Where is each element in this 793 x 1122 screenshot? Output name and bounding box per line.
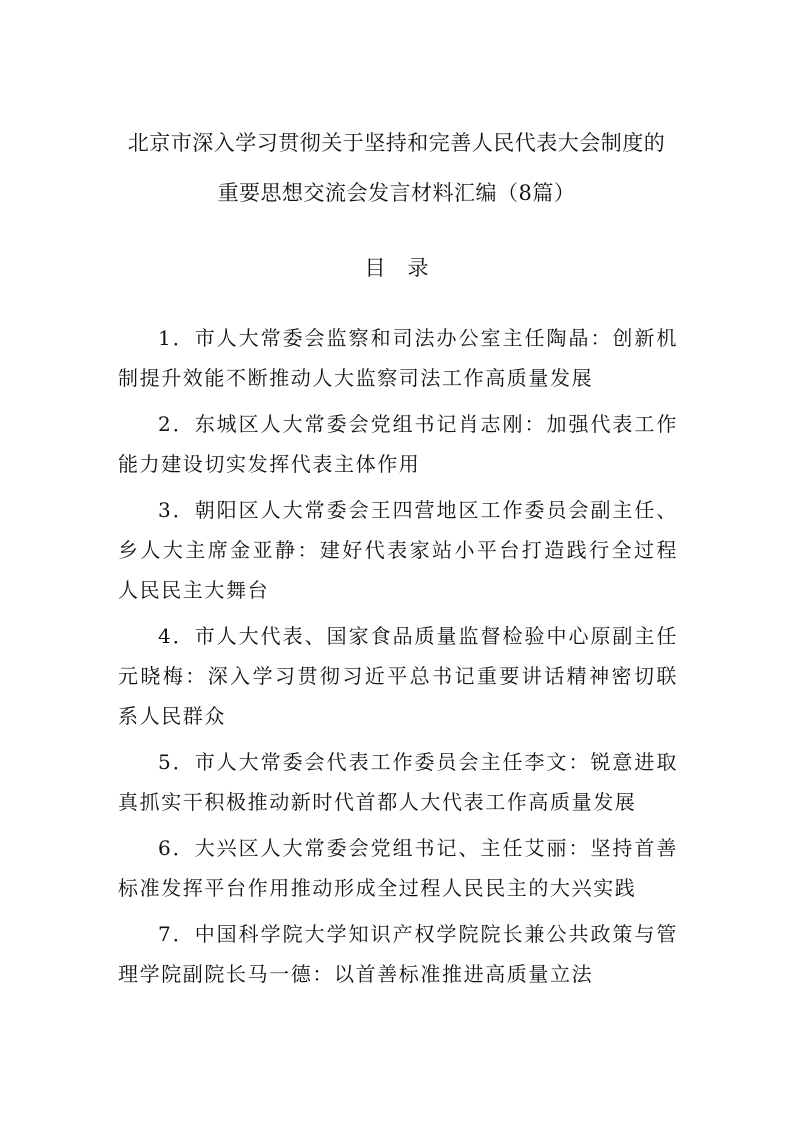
document-title-line-1: 北京市深入学习贯彻关于坚持和完善人民代表大会制度的: [127, 131, 666, 155]
toc-heading: [0, 253, 793, 283]
toc-item-3: 3．朝阳区人大常委会王四营地区工作委员会副主任、乡人大主席金亚静：建好代表家站小平台打造践行全过程人民民主大舞台: [118, 498, 678, 602]
toc-heading-char-2: 录: [407, 256, 429, 280]
toc-item-4: 4．市人大代表、国家食品质量监督检验中心原副主任元晓梅：深入学习贯彻习近平总书记重要讲话精神密切联系人民群众: [118, 624, 678, 728]
toc-item-2: 2．东城区人大常委会党组书记肖志刚：加强代表工作能力建设切实发挥代表主体作用: [118, 412, 678, 476]
toc-item-5: 5．市人大常委会代表工作委员会主任李文：锐意进取真抓实干积极推动新时代首都人大代表工作高质量发展: [118, 750, 678, 814]
document-title-line-2: 重要思想交流会发言材料汇编（8篇）: [217, 181, 576, 205]
toc-list: [118, 318, 678, 1000]
toc-heading-char-1: 目: [364, 256, 386, 280]
toc-item-6: 6．大兴区人大常委会党组书记、主任艾丽：坚持首善标准发挥平台作用推动形成全过程人民民主的大兴实践: [118, 836, 678, 900]
toc-item-7: 7．中国科学院大学知识产权学院院长兼公共政策与管理学院副院长马一德：以首善标准推进高质量立法: [118, 922, 678, 986]
toc-item-1: 1．市人大常委会监察和司法办公室主任陶晶：创新机制提升效能不断推动人大监察司法工作高质量发展: [118, 326, 678, 390]
